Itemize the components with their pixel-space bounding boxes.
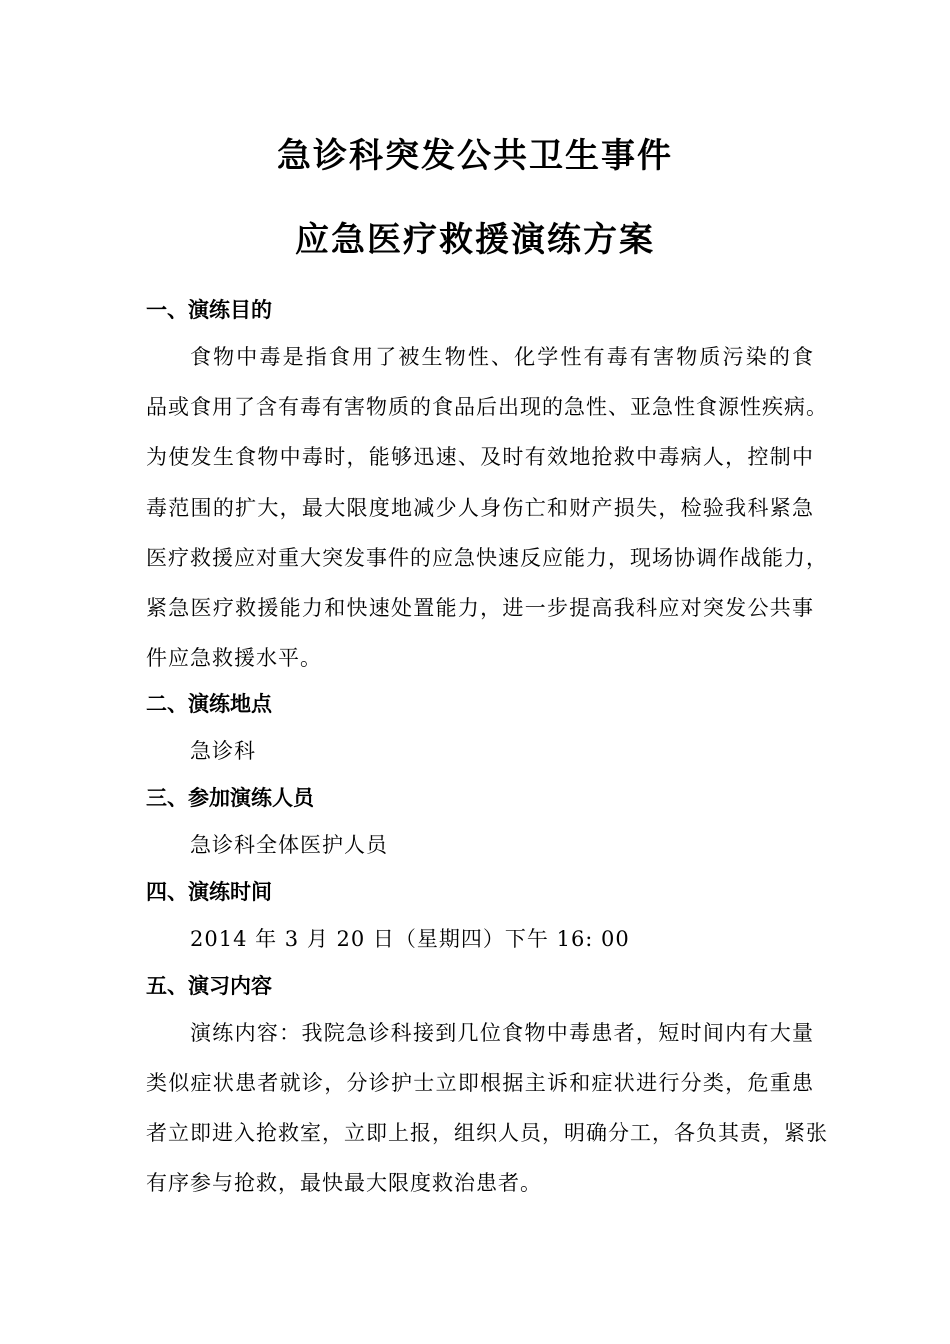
section-heading-time: 四、演练时间 <box>146 880 272 904</box>
section-heading-content: 五、演习内容 <box>146 974 272 998</box>
paragraph-line: 者立即进入抢救室，立即上报，组织人员，明确分工，各负其责，紧张 <box>146 1121 828 1145</box>
section-heading-participants: 三、参加演练人员 <box>146 786 314 810</box>
paragraph-line: 为使发生食物中毒时，能够迅速、及时有效地抢救中毒病人，控制中 <box>146 445 814 469</box>
paragraph-line: 有序参与抢救，最快最大限度救治患者。 <box>146 1171 542 1195</box>
paragraph-line: 件应急救援水平。 <box>146 646 322 670</box>
section-heading-purpose: 一、演练目的 <box>146 298 272 322</box>
paragraph-line: 品或食用了含有毒有害物质的食品后出现的急性、亚急性食源性疾病。 <box>146 395 828 419</box>
paragraph-line: 紧急医疗救援能力和快速处置能力，进一步提高我科应对突发公共事 <box>146 596 814 620</box>
paragraph-line: 演练内容：我院急诊科接到几位食物中毒患者，短时间内有大量 <box>190 1021 814 1045</box>
paragraph-line: 食物中毒是指食用了被生物性、化学性有毒有害物质污染的食 <box>190 345 814 369</box>
document-title-line-2: 应急医疗救援演练方案 <box>295 220 655 260</box>
paragraph-line: 毒范围的扩大，最大限度地减少人身伤亡和财产损失，检验我科紧急 <box>146 496 814 520</box>
document-title-line-1: 急诊科突发公共卫生事件 <box>277 136 673 176</box>
time-value: 2014 年 3 月 20 日（星期四）下午 16: 00 <box>190 927 630 951</box>
paragraph-line: 类似症状患者就诊，分诊护士立即根据主诉和症状进行分类，危重患 <box>146 1071 814 1095</box>
location-value: 急诊科 <box>190 739 256 763</box>
section-heading-location: 二、演练地点 <box>146 692 272 716</box>
participants-value: 急诊科全体医护人员 <box>190 833 388 857</box>
paragraph-line: 医疗救援应对重大突发事件的应急快速反应能力，现场协调作战能力， <box>146 546 828 570</box>
